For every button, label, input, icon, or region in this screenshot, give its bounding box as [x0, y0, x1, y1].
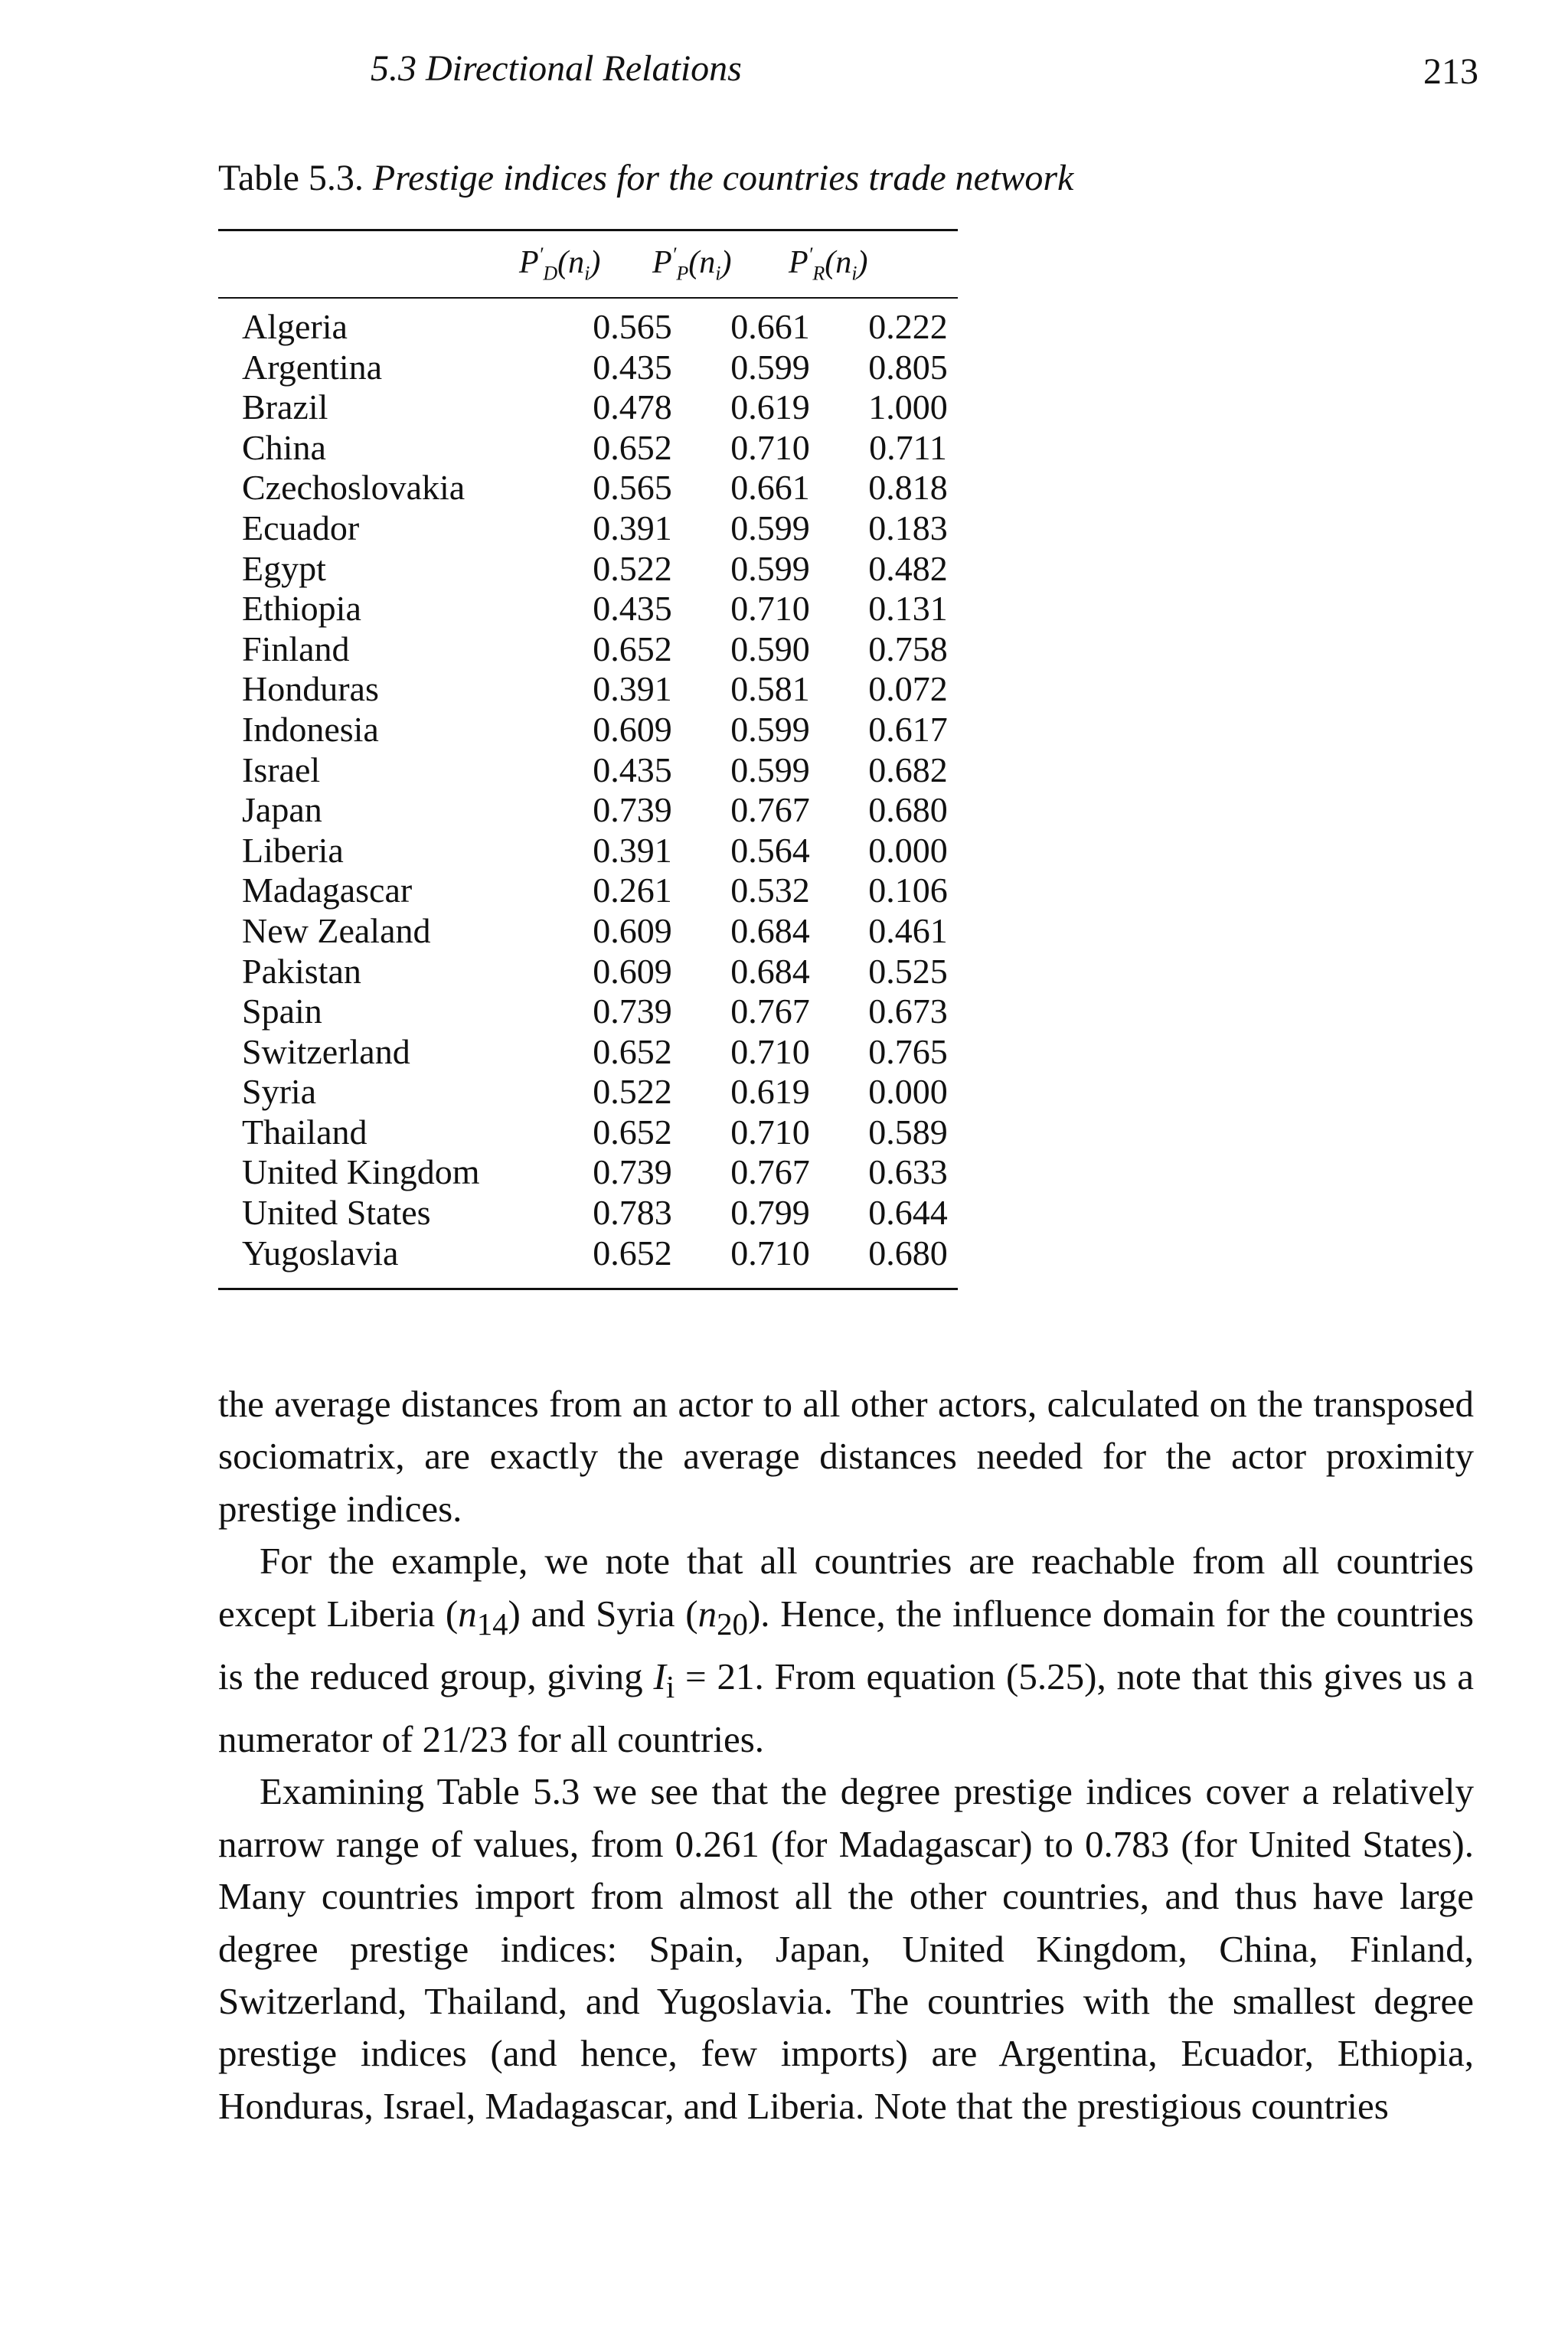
country-cell: Yugoslavia: [242, 1233, 399, 1273]
table-caption: [218, 157, 1073, 199]
rank-prestige-cell: 0.222: [868, 307, 948, 346]
proximity-prestige-cell: 0.767: [730, 1152, 810, 1192]
country-cell: Algeria: [242, 307, 348, 346]
country-cell: Thailand: [242, 1112, 368, 1152]
degree-prestige-cell: 0.609: [593, 709, 672, 749]
rank-prestige-cell: 0.072: [868, 669, 948, 709]
proximity-prestige-cell: 0.564: [730, 830, 810, 870]
rank-prestige-cell: 0.711: [869, 427, 947, 467]
country-cell: United States: [242, 1193, 431, 1233]
proximity-prestige-cell: 0.710: [730, 1031, 810, 1071]
country-cell: Israel: [242, 750, 321, 789]
country-cell: Syria: [242, 1072, 317, 1112]
rank-prestige-cell: 0.680: [868, 790, 948, 830]
country-cell: United Kingdom: [242, 1152, 480, 1192]
proximity-prestige-cell: 0.661: [730, 468, 810, 508]
table-row: [242, 387, 977, 428]
proximity-prestige-cell: 0.599: [730, 709, 810, 749]
degree-prestige-cell: 0.652: [593, 427, 672, 467]
table-row: [242, 871, 977, 911]
rank-prestige-cell: 0.183: [868, 508, 948, 547]
country-cell: Ecuador: [242, 508, 360, 547]
rank-prestige-cell: 0.682: [868, 750, 948, 789]
rank-prestige-cell: 0.673: [868, 992, 948, 1031]
country-cell: Czechoslovakia: [242, 468, 466, 508]
proximity-prestige-cell: 0.532: [730, 871, 810, 910]
prestige-table-body: [242, 307, 977, 1273]
degree-prestige-cell: 0.783: [593, 1193, 672, 1233]
proximity-prestige-cell: 0.684: [730, 951, 810, 991]
degree-prestige-cell: 0.565: [593, 468, 672, 508]
proximity-prestige-cell: 0.599: [730, 508, 810, 547]
rank-prestige-cell: 0.758: [868, 629, 948, 668]
proximity-prestige-cell: 0.767: [730, 790, 810, 830]
rank-prestige-cell: 0.644: [868, 1193, 948, 1233]
degree-prestige-cell: 0.652: [593, 1031, 672, 1071]
degree-prestige-cell: 0.435: [593, 589, 672, 629]
table-header-rule: [218, 297, 958, 299]
degree-prestige-cell: 0.522: [593, 1072, 672, 1112]
table-bottom-rule: [218, 1288, 958, 1290]
country-cell: New Zealand: [242, 910, 431, 950]
rank-prestige-cell: 0.617: [868, 709, 948, 749]
body-text: [218, 1378, 1474, 2132]
country-cell: Pakistan: [242, 951, 361, 991]
table-caption-text: Prestige indices for the countries trade network: [372, 158, 1074, 198]
proximity-prestige-cell: 0.619: [730, 1072, 810, 1112]
proximity-prestige-cell: 0.581: [730, 669, 810, 709]
country-cell: Ethiopia: [242, 589, 361, 629]
country-cell: Spain: [242, 992, 322, 1031]
table-row: [242, 1193, 977, 1233]
degree-prestige-cell: 0.652: [593, 629, 672, 668]
prestige-table: [242, 307, 977, 1273]
table-row: [242, 831, 977, 871]
rank-prestige-cell: 0.818: [868, 468, 948, 508]
table-row: [242, 348, 977, 388]
degree-prestige-cell: 0.609: [593, 951, 672, 991]
paragraph-3: Examining Table 5.3 we see that the degree prestige indices cover a relatively narrow range of values, from 0.261 (for Madagascar) to 0.783 (for United States). Many countries import from almost all the other countries, and thus have large degree prestige indices: Spain, Japan, United Kingdom, China, Finland, Switzerland, Thailand, and Yugoslavia. The countries with the smallest degree prestige indices (and hence, few imports) are Argentina, Ecuador, Ethiopia, Honduras, Israel, Madagascar, and Liberia. Note that the prestigious countries: [218, 1770, 1474, 2127]
table-row: [242, 710, 977, 750]
proximity-prestige-cell: 0.619: [730, 387, 810, 427]
proximity-prestige-cell: 0.710: [730, 1233, 810, 1273]
table-row: [242, 428, 977, 469]
table-row: [242, 549, 977, 590]
rank-prestige-cell: 0.633: [868, 1152, 948, 1192]
country-cell: Brazil: [242, 387, 328, 427]
running-head: 5.3 Directional Relations: [371, 48, 742, 89]
rank-prestige-cell: 0.106: [868, 871, 948, 910]
degree-prestige-cell: 0.391: [593, 508, 672, 547]
rank-prestige-cell: 0.482: [868, 548, 948, 588]
country-cell: Madagascar: [242, 871, 413, 910]
country-cell: Honduras: [242, 669, 379, 709]
table-row: [242, 1032, 977, 1073]
rank-prestige-cell: 0.525: [868, 951, 948, 991]
table-row: [242, 992, 977, 1032]
table-row: [242, 1233, 977, 1274]
table-row: [242, 468, 977, 508]
proximity-prestige-cell: 0.684: [730, 910, 810, 950]
rank-prestige-cell: 0.000: [868, 1072, 948, 1112]
rank-prestige-cell: 0.461: [868, 910, 948, 950]
degree-prestige-cell: 0.739: [593, 1152, 672, 1192]
table-row: [242, 1112, 977, 1153]
degree-prestige-cell: 0.391: [593, 669, 672, 709]
table-row: [242, 629, 977, 670]
column-header-proximity: $P'_P(n_i)$: [652, 243, 732, 285]
table-caption-label: Table 5.3.: [218, 158, 364, 198]
country-cell: Argentina: [242, 347, 383, 387]
table-row: [242, 750, 977, 791]
rank-prestige-cell: 0.000: [868, 830, 948, 870]
table-row: [242, 669, 977, 710]
country-cell: Egypt: [242, 548, 326, 588]
country-cell: China: [242, 427, 326, 467]
proximity-prestige-cell: 0.710: [730, 427, 810, 467]
proximity-prestige-cell: 0.661: [730, 307, 810, 346]
degree-prestige-cell: 0.609: [593, 910, 672, 950]
country-cell: Liberia: [242, 830, 344, 870]
table-row: [242, 911, 977, 952]
degree-prestige-cell: 0.739: [593, 992, 672, 1031]
table-row: [242, 1072, 977, 1112]
degree-prestige-cell: 0.478: [593, 387, 672, 427]
rank-prestige-cell: 0.680: [868, 1233, 948, 1273]
table-row: [242, 589, 977, 629]
degree-prestige-cell: 0.435: [593, 750, 672, 789]
proximity-prestige-cell: 0.599: [730, 750, 810, 789]
degree-prestige-cell: 0.391: [593, 830, 672, 870]
country-cell: Japan: [242, 790, 322, 830]
proximity-prestige-cell: 0.767: [730, 992, 810, 1031]
proximity-prestige-cell: 0.799: [730, 1193, 810, 1233]
proximity-prestige-cell: 0.710: [730, 1112, 810, 1152]
table-row: [242, 790, 977, 831]
degree-prestige-cell: 0.522: [593, 548, 672, 588]
paragraph-1: the average distances from an actor to all other actors, calculated on the transposed sociomatrix, are exactly the average distances needed for the actor proximity prestige indices.: [218, 1383, 1474, 1530]
rank-prestige-cell: 1.000: [868, 387, 948, 427]
rank-prestige-cell: 0.131: [868, 589, 948, 629]
proximity-prestige-cell: 0.590: [730, 629, 810, 668]
table-top-rule: [218, 229, 958, 231]
proximity-prestige-cell: 0.710: [730, 589, 810, 629]
table-row: [242, 952, 977, 992]
degree-prestige-cell: 0.435: [593, 347, 672, 387]
rank-prestige-cell: 0.589: [868, 1112, 948, 1152]
column-header-degree: $P'_D(n_i)$: [519, 243, 601, 285]
rank-prestige-cell: 0.805: [868, 347, 948, 387]
table-row: [242, 508, 977, 549]
degree-prestige-cell: 0.652: [593, 1112, 672, 1152]
proximity-prestige-cell: 0.599: [730, 548, 810, 588]
degree-prestige-cell: 0.565: [593, 307, 672, 346]
column-header-rank: $P'_R(n_i)$: [789, 243, 868, 285]
paragraph-2: For the example, we note that all countries are reachable from all countries except Liberia $(n_{14})$ and Syria $(n_{20})$. Hence, the influence domain for the countries is the reduced group, giving $I_i = 21$. From equation (5.25), note that this gives us a numerator of 21/23 for all countries.: [218, 1540, 1474, 1761]
degree-prestige-cell: 0.739: [593, 790, 672, 830]
rank-prestige-cell: 0.765: [868, 1031, 948, 1071]
degree-prestige-cell: 0.261: [593, 871, 672, 910]
country-cell: Switzerland: [242, 1031, 410, 1071]
table-row: [242, 307, 977, 348]
page-number: 213: [1423, 51, 1478, 92]
proximity-prestige-cell: 0.599: [730, 347, 810, 387]
degree-prestige-cell: 0.652: [593, 1233, 672, 1273]
table-row: [242, 1152, 977, 1193]
country-cell: Finland: [242, 629, 350, 668]
country-cell: Indonesia: [242, 709, 379, 749]
